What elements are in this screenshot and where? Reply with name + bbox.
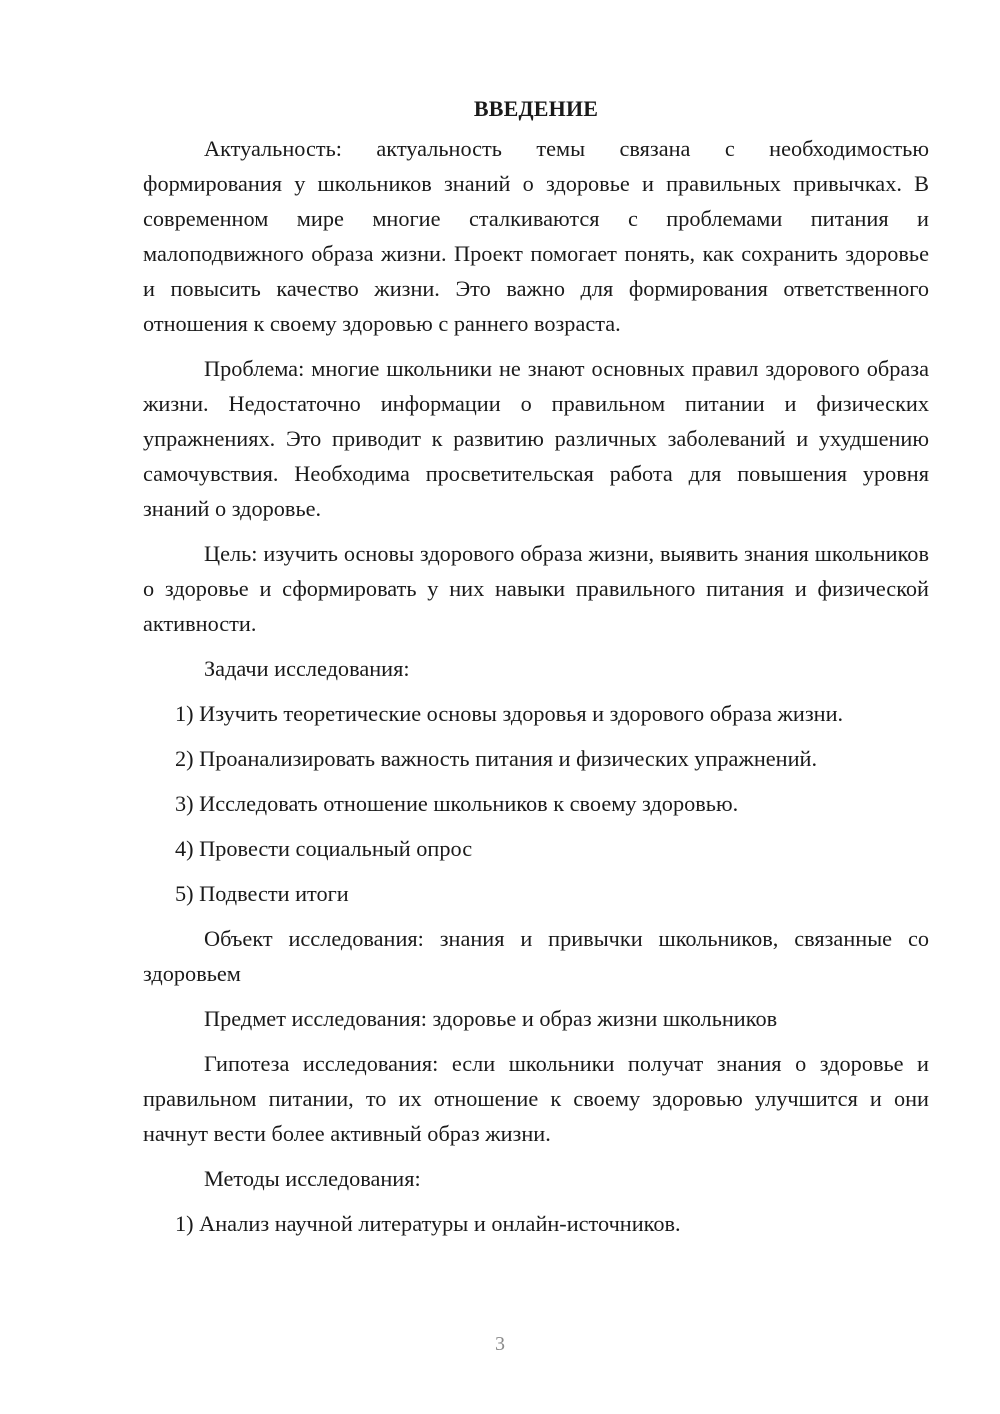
object-paragraph: Объект исследования: знания и привычки школьников, связанные со здоровьем [143, 926, 929, 986]
task-item: 2) Проанализировать важность питания и физических упражнений. [175, 746, 818, 771]
page-number: 3 [495, 1333, 505, 1355]
goal-paragraph: Цель: изучить основы здорового образа жизни, выявить знания школьников о здоровье и сформировать у них навыки правильного питания и физической активности. [143, 541, 929, 636]
hypothesis-paragraph: Гипотеза исследования: если школьники получат знания о здоровье и правильном питании, то их отношение к своему здоровью улучшится и они начнут вести более активный образ жизни. [143, 1051, 929, 1146]
task-item: 5) Подвести итоги [175, 881, 349, 906]
tasks-heading: Задачи исследования: [204, 656, 410, 681]
task-item: 4) Провести социальный опрос [175, 836, 473, 861]
method-item: 1) Анализ научной литературы и онлайн-источников. [175, 1211, 681, 1236]
methods-heading: Методы исследования: [204, 1166, 421, 1191]
problem-paragraph: Проблема: многие школьники не знают основных правил здорового образа жизни. Недостаточно информации о правильном питании и физических упражнениях. Это приводит к развитию различных заболеваний и ухудшению самочувствия. Необходима просветительская работа для повышения уровня знаний о здоровье. [143, 356, 929, 521]
relevance-paragraph: Актуальность: актуальность темы связана с необходимостью формирования у школьников знаний о здоровье и правильных привычках. В современном мире многие сталкиваются с проблемами питания и малоподвижного образа жизни. Проект помогает понять, как сохранить здоровье и повысить качество жизни. Это важно для формирования ответственного отношения к своему здоровью с раннего возраста. [143, 136, 929, 336]
document-page [143, 93, 929, 1251]
section-title: ВВЕДЕНИЕ [473, 96, 599, 121]
task-item: 3) Исследовать отношение школьников к своему здоровью. [175, 791, 739, 816]
subject-line: Предмет исследования: здоровье и образ жизни школьников [204, 1006, 778, 1031]
task-item: 1) Изучить теоретические основы здоровья и здорового образа жизни. [175, 701, 844, 726]
